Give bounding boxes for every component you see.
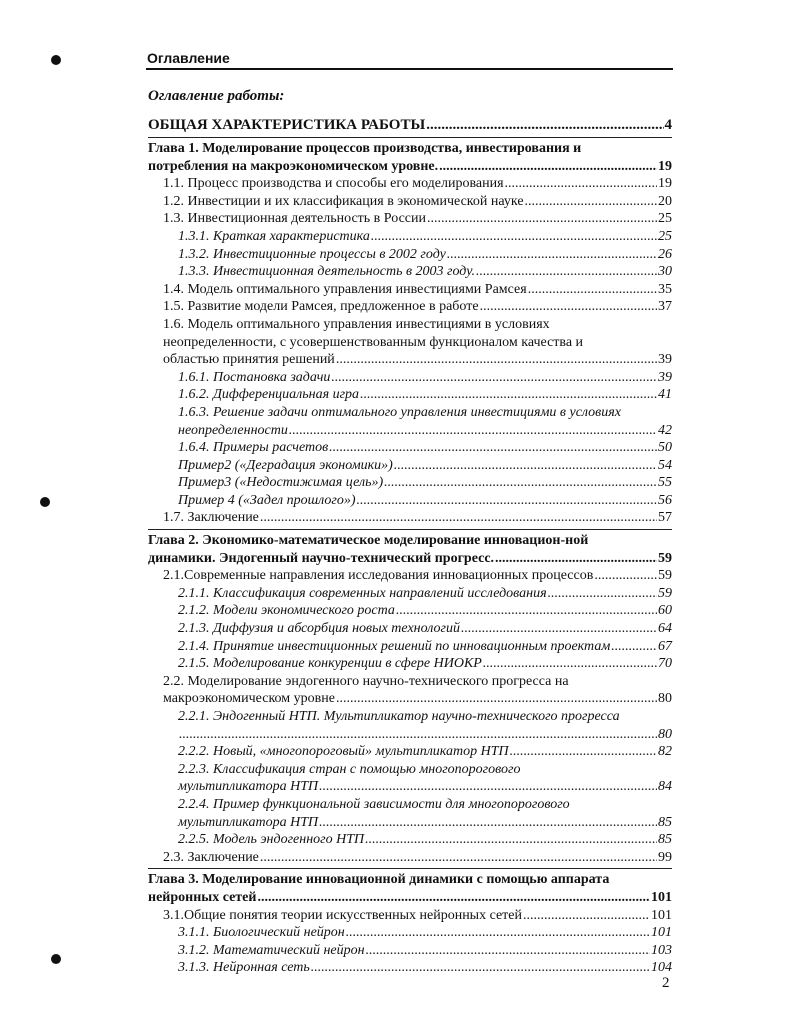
toc-entry-2-2-1[interactable] xyxy=(148,708,672,743)
toc-entry-page: 56 xyxy=(658,492,672,508)
toc-entry-title: 2.3. Заключение xyxy=(163,849,259,865)
toc-entry-1-3-3[interactable] xyxy=(148,263,672,281)
toc-chapter-1[interactable] xyxy=(148,137,672,175)
toc-entry-page: 59 xyxy=(658,550,672,566)
binder-hole-top xyxy=(51,55,61,65)
toc-entry-page: 25 xyxy=(658,228,672,244)
toc-entry-page: 101 xyxy=(651,907,672,923)
toc-entry-line: 1.6. Модель оптимального управления инвестициями в условиях xyxy=(163,316,550,332)
toc-entry-2-1-2[interactable] xyxy=(148,602,672,620)
toc-entry-page: 60 xyxy=(658,603,672,619)
toc-entry-1-6[interactable] xyxy=(148,316,672,369)
toc-entry-page: 42 xyxy=(658,422,672,438)
toc-entry-title: 2.1.3. Диффузия и абсорбция новых технологий xyxy=(178,621,460,637)
toc-entry-page: 30 xyxy=(658,264,672,280)
toc-entry-title: Пример3 («Недостижимая цель») xyxy=(178,475,384,491)
toc-entry-1-6-1[interactable] xyxy=(148,369,672,387)
toc-entry-2-2-2[interactable] xyxy=(148,743,672,761)
toc-entry-page: 85 xyxy=(658,814,672,830)
toc-entry-title: 1.2. Инвестиции и их классификация в экономической науке xyxy=(163,193,524,209)
toc-entry-2-1-3[interactable] xyxy=(148,620,672,638)
toc-entry-1-5[interactable] xyxy=(148,298,672,316)
toc-entry-title: Пример2 («Деградация экономики») xyxy=(178,457,393,473)
toc-entry-general[interactable] xyxy=(148,115,672,135)
toc-entry-example-2[interactable] xyxy=(148,457,672,475)
table-of-contents xyxy=(148,115,672,977)
toc-entry-1-6-4[interactable] xyxy=(148,439,672,457)
toc-entry-page: 80 xyxy=(658,726,672,742)
toc-entry-title: 2.1.2. Модели экономического роста xyxy=(178,603,395,619)
toc-entry-2-2[interactable] xyxy=(148,673,672,708)
toc-entry-page: 67 xyxy=(658,638,672,654)
toc-entry-page: 103 xyxy=(651,942,672,958)
toc-entry-page: 37 xyxy=(658,299,672,315)
toc-entry-2-2-5[interactable] xyxy=(148,831,672,849)
toc-entry-page: 101 xyxy=(651,889,672,905)
toc-entry-title: 3.1.2. Математический нейрон xyxy=(178,942,365,958)
header-rule xyxy=(146,68,673,70)
toc-entry-title: 1.3.1. Краткая характеристика xyxy=(178,228,370,244)
toc-entry-page: 39 xyxy=(658,352,672,368)
toc-chapter-3[interactable] xyxy=(148,868,672,906)
toc-entry-line: Глава 1. Моделирование процессов производства, инвестирования и xyxy=(148,141,582,156)
toc-entry-page: 19 xyxy=(658,176,672,192)
toc-entry-title: 3.1.3. Нейронная сеть xyxy=(178,960,310,976)
toc-entry-2-2-4[interactable] xyxy=(148,796,672,831)
toc-entry-title: 2.2.2. Новый, «многопороговый» мультипликатор НТП xyxy=(178,744,509,760)
toc-entry-title: 1.3. Инвестиционная деятельность в России xyxy=(163,211,426,227)
toc-entry-title: 2.1.4. Принятие инвестиционных решений по инновационным проектам xyxy=(178,638,611,654)
toc-entry-title: 1.3.2. Инвестиционные процессы в 2002 году xyxy=(178,246,446,262)
toc-entry-1-6-2[interactable] xyxy=(148,386,672,404)
toc-entry-1-3-2[interactable] xyxy=(148,246,672,264)
toc-entry-1-2[interactable] xyxy=(148,193,672,211)
toc-entry-title: неопределенности xyxy=(178,422,288,438)
toc-entry-title: 1.6.2. Дифференциальная игра xyxy=(178,387,360,403)
toc-entry-page: 4 xyxy=(664,117,672,133)
toc-entry-example-3[interactable] xyxy=(148,474,672,492)
toc-entry-title: 1.4. Модель оптимального управления инвестициями Рамсея xyxy=(163,281,527,297)
toc-entry-title: мультипликатора НТП xyxy=(178,779,319,795)
toc-entry-title: динамики. Эндогенный научно-технический прогресс. xyxy=(148,550,495,566)
toc-entry-title: 2.1.Современные направления исследования инновационных процессов xyxy=(163,568,594,584)
toc-entry-title: 2.1.1. Классификация современных направлений исследования xyxy=(178,585,547,601)
toc-entry-title: мультипликатора НТП xyxy=(178,814,319,830)
toc-entry-title: 3.1.Общие понятия теории искусственных нейронных сетей xyxy=(163,907,523,923)
toc-entry-page: 82 xyxy=(658,744,672,760)
toc-entry-title: потребления на макроэкономическом уровне. xyxy=(148,158,439,174)
toc-entry-1-4[interactable] xyxy=(148,281,672,299)
toc-entry-3-1-1[interactable] xyxy=(148,924,672,942)
toc-entry-3-1[interactable] xyxy=(148,907,672,925)
toc-entry-title: 1.5. Развитие модели Рамсея, предложенное в работе xyxy=(163,299,479,315)
toc-entry-title: областью принятия решений xyxy=(163,352,335,368)
toc-entry-line: Глава 2. Экономико-математическое моделирование инновацион-ной xyxy=(148,533,589,549)
toc-entry-line: 2.2.3. Классификация стран с помощью многопорогового xyxy=(178,761,521,777)
toc-entry-page: 64 xyxy=(658,621,672,637)
toc-entry-title: 1.6.4. Примеры расчетов xyxy=(178,440,329,456)
toc-entry-title: Пример 4 («Задел прошлого») xyxy=(178,492,356,508)
toc-entry-3-1-2[interactable] xyxy=(148,942,672,960)
toc-entry-title: 2.2.5. Модель эндогенного НТП xyxy=(178,832,365,848)
toc-entry-title: 1.3.3. Инвестиционная деятельность в 2003 году. xyxy=(178,264,476,280)
toc-entry-title: 1.6.1. Постановка задачи xyxy=(178,369,331,385)
toc-entry-1-3-1[interactable] xyxy=(148,228,672,246)
toc-entry-title: 3.1.1. Биологический нейрон xyxy=(178,925,345,941)
toc-entry-page: 41 xyxy=(658,387,672,403)
toc-entry-1-6-3[interactable] xyxy=(148,404,672,439)
toc-entry-title: 1.1. Процесс производства и способы его моделирования xyxy=(163,176,504,192)
toc-entry-page: 59 xyxy=(658,568,672,584)
toc-entry-page: 39 xyxy=(658,369,672,385)
toc-entry-2-1[interactable] xyxy=(148,567,672,585)
toc-entry-page: 101 xyxy=(651,925,672,941)
toc-entry-page: 20 xyxy=(658,193,672,209)
toc-entry-title: ОБЩАЯ ХАРАКТЕРИСТИКА РАБОТЫ xyxy=(148,117,426,133)
toc-entry-line: 1.6.3. Решение задачи оптимального управления инвестициями в условиях xyxy=(178,404,621,420)
toc-entry-line: 2.2.1. Эндогенный НТП. Мультипликатор научно-технического прогресса xyxy=(178,709,620,724)
toc-entry-page: 25 xyxy=(658,211,672,227)
toc-entry-line: неопределенности, с усовершенствованным функционалом качества и xyxy=(163,334,584,350)
toc-entry-1-3[interactable] xyxy=(148,210,672,228)
toc-entry-page: 57 xyxy=(658,510,672,526)
toc-entry-title: 2.1.5. Моделирование конкуренции в сфере НИОКР xyxy=(178,656,482,672)
toc-entry-page: 84 xyxy=(658,779,672,795)
toc-entry-page: 80 xyxy=(658,691,672,707)
toc-entry-2-1-4[interactable] xyxy=(148,638,672,656)
toc-entry-page: 19 xyxy=(658,158,672,174)
binder-hole-bottom xyxy=(51,954,61,964)
toc-entry-page: 26 xyxy=(658,246,672,262)
toc-entry-page: 104 xyxy=(651,960,672,976)
toc-entry-page: 85 xyxy=(658,832,672,848)
toc-entry-page: 70 xyxy=(658,656,672,672)
toc-entry-line: Глава 3. Моделирование инновационной динамики с помощью аппарата xyxy=(148,872,610,888)
header-title: Оглавление xyxy=(147,50,230,66)
toc-entry-2-3[interactable] xyxy=(148,849,672,867)
toc-entry-line: 2.2.4. Пример функциональной зависимости для многопорогового xyxy=(178,796,570,812)
toc-entry-example-4[interactable] xyxy=(148,492,672,510)
toc-entry-page: 35 xyxy=(658,281,672,297)
toc-entry-page: 54 xyxy=(658,457,672,473)
page-number: 2 xyxy=(662,975,670,991)
toc-entry-3-1-3[interactable] xyxy=(148,959,672,977)
toc-entry-title: нейронных сетей xyxy=(148,889,257,905)
toc-subtitle: Оглавление работы: xyxy=(148,88,285,104)
toc-entry-page: 50 xyxy=(658,440,672,456)
toc-entry-line: 2.2. Моделирование эндогенного научно-технического прогресса на xyxy=(163,673,569,689)
toc-entry-page: 99 xyxy=(658,849,672,865)
toc-entry-2-2-3[interactable] xyxy=(148,761,672,796)
toc-entry-1-1[interactable] xyxy=(148,175,672,193)
toc-entry-2-1-1[interactable] xyxy=(148,585,672,603)
toc-entry-page: 55 xyxy=(658,475,672,491)
binder-hole-middle xyxy=(40,497,50,507)
toc-entry-2-1-5[interactable] xyxy=(148,655,672,673)
toc-entry-page: 59 xyxy=(658,585,672,601)
toc-entry-title: 1.7. Заключение xyxy=(163,510,259,526)
toc-entry-title: макроэкономическом уровне xyxy=(163,691,335,707)
toc-entry-1-7[interactable] xyxy=(148,509,672,527)
toc-chapter-2[interactable] xyxy=(148,529,672,567)
